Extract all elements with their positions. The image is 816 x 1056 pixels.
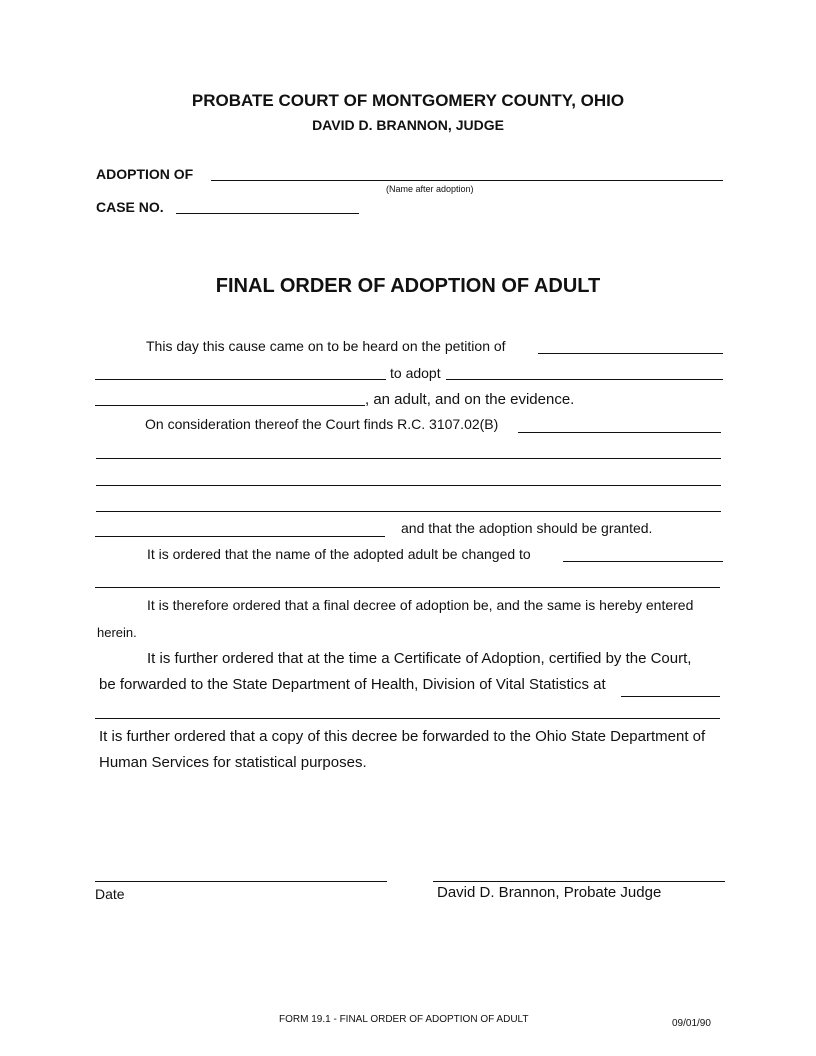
final-decree-text-line1: It is therefore ordered that a final decree of adoption be, and the same is hereby entered	[147, 597, 694, 613]
findings-field-2[interactable]	[96, 458, 721, 459]
findings-field-1[interactable]	[518, 432, 721, 433]
copy-decree-text-line1: It is further ordered that a copy of this decree be forwarded to the Ohio State Department of	[99, 728, 706, 745]
case-no-label: CASE NO.	[96, 199, 164, 215]
consideration-text: On consideration thereof the Court finds R.C. 3107.02(B)	[145, 416, 499, 432]
copy-decree-text-line2: Human Services for statistical purposes.	[99, 754, 367, 771]
date-field[interactable]	[95, 881, 387, 882]
petitioner-field-continued[interactable]	[95, 379, 386, 380]
case-no-field[interactable]	[176, 213, 359, 214]
findings-field-5[interactable]	[95, 536, 385, 537]
to-adopt-text: to adopt	[390, 365, 441, 381]
judge-signature-label: David D. Brannon, Probate Judge	[437, 884, 662, 901]
certificate-text-line1: It is further ordered that at the time a Certificate of Adoption, certified by the Court,	[147, 650, 692, 667]
form-date-footer: 09/01/90	[672, 1018, 711, 1029]
adoptee-field[interactable]	[446, 379, 723, 380]
new-name-field-continued[interactable]	[95, 587, 720, 588]
name-change-text: It is ordered that the name of the adopted adult be changed to	[147, 546, 531, 562]
final-decree-text-line2: herein.	[97, 625, 137, 640]
form-title: FINAL ORDER OF ADOPTION OF ADULT	[215, 275, 601, 297]
judge-signature-field[interactable]	[433, 881, 725, 882]
vital-statistics-location-field-continued[interactable]	[95, 718, 720, 719]
petitioner-field[interactable]	[538, 353, 723, 354]
vital-statistics-location-field[interactable]	[621, 696, 720, 697]
adoptee-field-continued[interactable]	[95, 405, 365, 406]
adult-evidence-text: , an adult, and on the evidence.	[365, 391, 575, 408]
adoption-name-field[interactable]	[211, 180, 723, 181]
petition-intro-text: This day this cause came on to be heard on the petition of	[146, 338, 506, 354]
name-after-adoption-hint: (Name after adoption)	[386, 184, 474, 194]
certificate-text-line2: be forwarded to the State Department of Health, Division of Vital Statistics at	[99, 676, 606, 693]
court-name: PROBATE COURT OF MONTGOMERY COUNTY, OHIO	[191, 91, 625, 110]
findings-field-4[interactable]	[96, 511, 721, 512]
judge-name: DAVID D. BRANNON, JUDGE	[312, 117, 504, 133]
adoption-granted-text: and that the adoption should be granted.	[401, 520, 653, 536]
form-name-footer: FORM 19.1 - FINAL ORDER OF ADOPTION OF ADULT	[279, 1014, 529, 1025]
new-name-field[interactable]	[563, 561, 723, 562]
adoption-of-label: ADOPTION OF	[96, 166, 194, 182]
findings-field-3[interactable]	[96, 485, 721, 486]
date-label: Date	[95, 886, 125, 902]
